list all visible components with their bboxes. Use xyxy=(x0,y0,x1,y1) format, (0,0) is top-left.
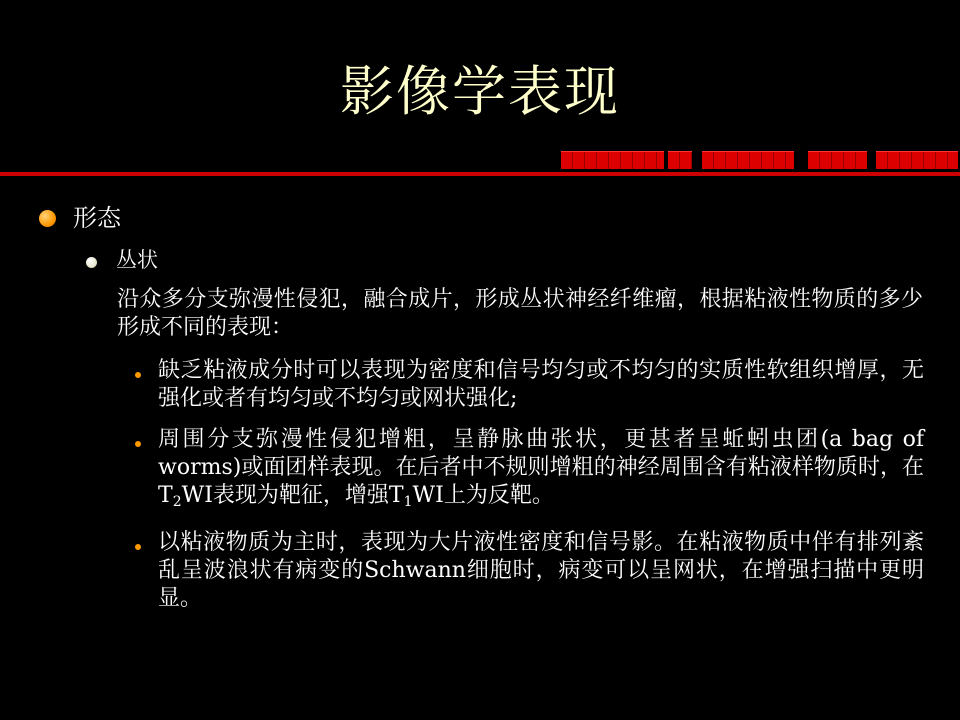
item-2-part2: WI表现为靶征，增强T xyxy=(181,483,404,508)
header-segment xyxy=(668,151,692,169)
header-rule xyxy=(0,172,960,176)
intro-paragraph: 沿众多分支弥漫性侵犯，融合成片，形成丛状神经纤维瘤，根据粘液性物质的多少形成不同的表现： xyxy=(117,287,923,340)
item-1-text: 缺乏粘液成分时可以表现为密度和信号均匀或不均匀的实质性软组织增厚，无强化或者有均匀或不均匀或网状强化; xyxy=(158,358,924,411)
header-segment xyxy=(561,151,664,169)
item-2-text xyxy=(158,426,924,510)
item-2-subscript-1: 2 xyxy=(172,494,182,510)
header-segments xyxy=(0,151,960,168)
item-2-part3: WI上为反靶。 xyxy=(412,483,554,508)
item-3-text: 以粘液物质为主时，表现为大片液性密度和信号影。在粘液物质中伴有排列紊乱呈波浪状有病变的Schwann细胞时，病变可以呈网状，在增强扫描中更明显。 xyxy=(158,530,924,611)
slide-title: 影像学表现 xyxy=(340,60,620,123)
item-bullet-icon xyxy=(135,372,141,378)
item-bullet-icon xyxy=(135,544,141,550)
level1-heading: 形态 xyxy=(73,204,121,232)
level2-bullet-icon xyxy=(86,257,97,268)
item-2-subscript-2: 1 xyxy=(403,494,413,510)
item-2-part1: 周围分支弥漫性侵犯增粗，呈静脉曲张状，更甚者呈蚯蚓虫团(a bag of worms)或面团样表现。在后者中不规则增粗的神经周围含有粘液样物质时，在T xyxy=(158,427,924,508)
header-segment xyxy=(702,151,794,169)
level2-heading: 丛状 xyxy=(116,248,158,272)
header-segment xyxy=(808,151,867,169)
header-segment xyxy=(876,151,958,169)
item-bullet-icon xyxy=(135,441,141,447)
level1-bullet-icon xyxy=(39,210,56,227)
